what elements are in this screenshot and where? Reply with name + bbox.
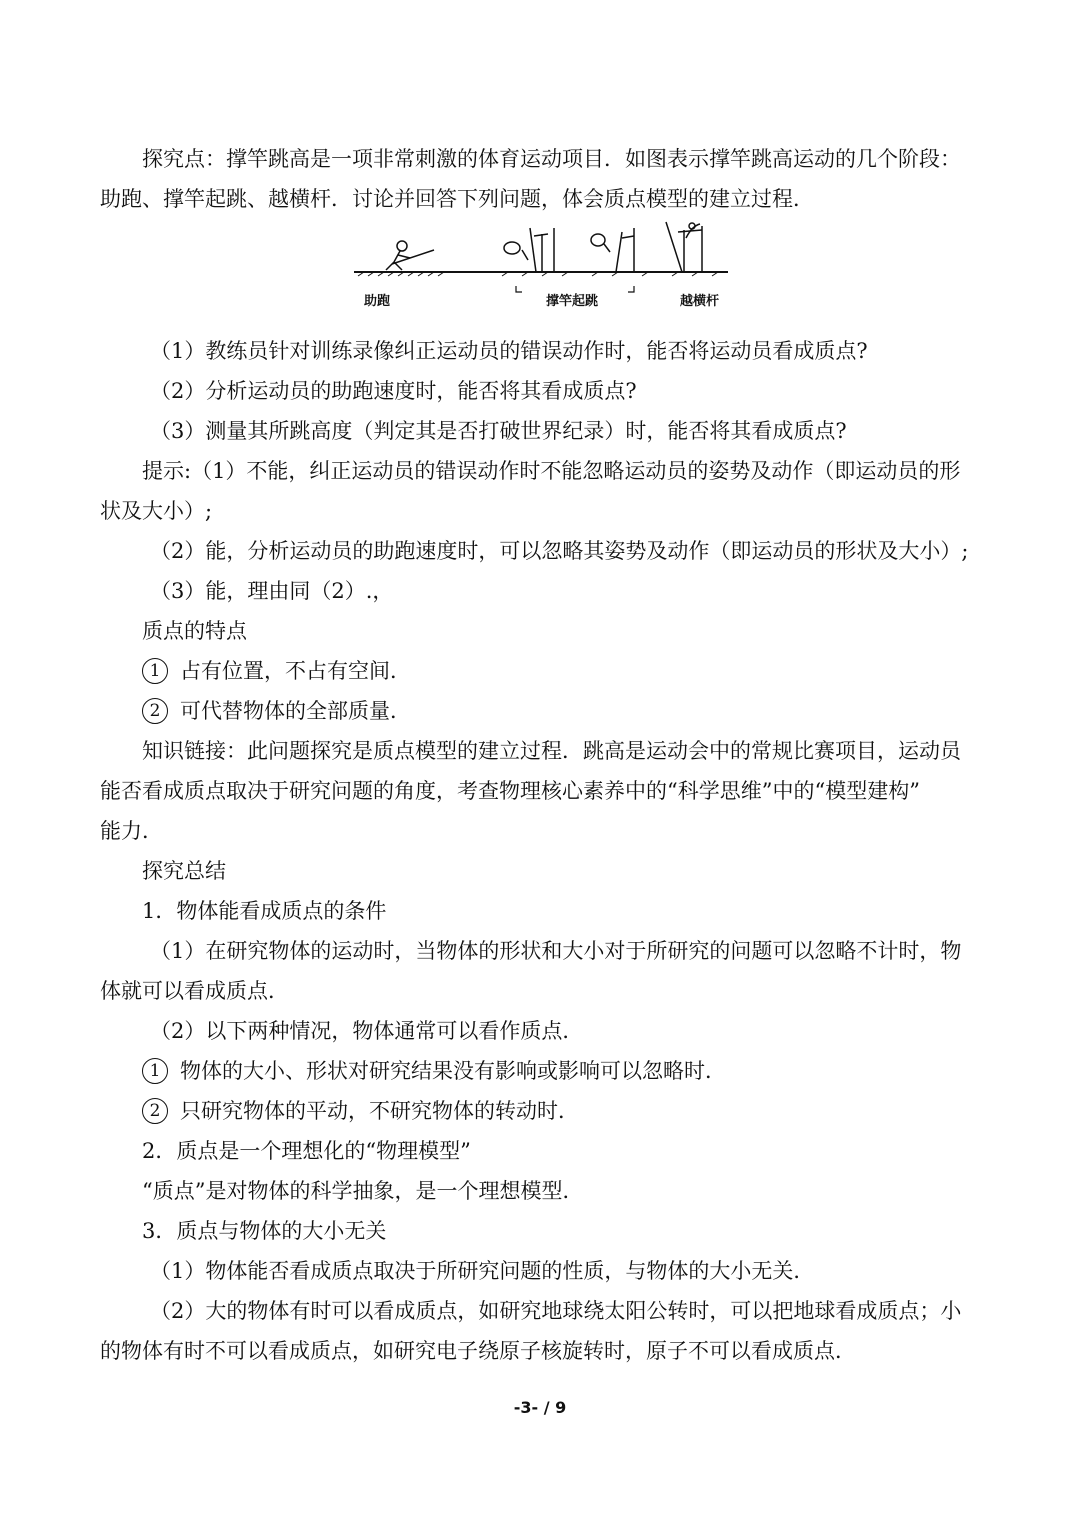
link-line-1: 知识链接：此问题探究是质点模型的建立过程．跳高是运动会中的常规比赛项目，运动员 xyxy=(142,739,961,763)
runner-figure xyxy=(386,241,434,270)
hint-line-1: 提示:（1）不能，纠正运动员的错误动作时不能忽略运动员的姿势及动作（即运动员的形 xyxy=(142,459,961,483)
circled-number-icon: 2 xyxy=(142,698,168,724)
summary-s3-p1: （1）物体能否看成质点取决于所研究问题的性质，与物体的大小无关． xyxy=(150,1259,815,1283)
summary-section-1-title: 1．物体能看成质点的条件 xyxy=(142,899,387,923)
summary-section-3-title: 3．质点与物体的大小无关 xyxy=(142,1219,387,1243)
summary-s3-p2-line-2: 的物体有时不可以看成质点，如研究电子绕原子核旋转时，原子不可以看成质点． xyxy=(100,1339,856,1363)
vault-phase-3 xyxy=(666,222,702,272)
feature-item-1: 1 占有位置，不占有空间． xyxy=(142,656,1032,686)
pole-vault-illustration xyxy=(352,214,732,314)
link-line-3: 能力． xyxy=(100,819,163,843)
summary-s3-p2-line-1: （2）大的物体有时可以看成质点，如研究地球绕太阳公转时，可以把地球看成质点；小 xyxy=(150,1299,962,1323)
summary-s1-item-1: 1 物体的大小、形状对研究结果没有影响或影响可以忽略时． xyxy=(142,1056,1032,1086)
hint-line-3: （2）能，分析运动员的助跑速度时，可以忽略其姿势及动作（即运动员的形状及大小）; xyxy=(150,539,969,563)
feature-item-2: 2 可代替物体的全部质量． xyxy=(142,696,1032,726)
summary-s2-text: “质点”是对物体的科学抽象，是一个理想模型． xyxy=(142,1179,584,1203)
question-1: （1）教练员针对训练录像纠正运动员的错误动作时，能否将运动员看成质点? xyxy=(150,339,868,363)
summary-title: 探究总结 xyxy=(142,859,226,883)
link-line-2: 能否看成质点取决于研究问题的角度，考查物理核心素养中的“科学思维”中的“模型建构” xyxy=(100,779,920,803)
label-run: 助跑 xyxy=(364,294,391,309)
page-number: -3- / 9 xyxy=(513,1398,567,1417)
question-2: （2）分析运动员的助跑速度时，能否将其看成质点? xyxy=(150,379,637,403)
question-3: （3）测量其所跳高度（判定其是否打破世界纪录）时，能否将其看成质点? xyxy=(150,419,847,443)
hint-line-2: 状及大小）; xyxy=(100,499,213,523)
intro-line-2: 助跑、撑竿起跳、越横杆．讨论并回答下列问题，体会质点模型的建立过程． xyxy=(100,187,814,211)
vault-phase-1 xyxy=(504,228,554,272)
summary-s1-p1-line-2: 体就可以看成质点． xyxy=(100,979,289,1003)
circled-number-icon: 1 xyxy=(142,1058,168,1084)
circled-number-icon: 1 xyxy=(142,658,168,684)
label-clear: 越横杆 xyxy=(680,294,720,309)
summary-s1-item-2: 2 只研究物体的平动，不研究物体的转动时． xyxy=(142,1096,1032,1126)
summary-s1-p2: （2）以下两种情况，物体通常可以看作质点． xyxy=(150,1019,584,1043)
summary-s1-p1-line-1: （1）在研究物体的运动时，当物体的形状和大小对于所研究的问题可以忽略不计时，物 xyxy=(150,939,962,963)
features-title: 质点的特点 xyxy=(142,619,247,643)
hint-line-4: （3）能，理由同（2）.， xyxy=(150,579,394,603)
vault-phase-2 xyxy=(591,228,634,272)
intro-line-1: 探究点：撑竿跳高是一项非常刺激的体育运动项目．如图表示撑竿跳高运动的几个阶段： xyxy=(142,147,961,171)
pole-vault-figure xyxy=(352,214,732,314)
circled-number-icon: 2 xyxy=(142,1098,168,1124)
label-vault: 撑竿起跳 xyxy=(546,294,599,309)
summary-section-2-title: 2．质点是一个理想化的“物理模型” xyxy=(142,1139,471,1163)
